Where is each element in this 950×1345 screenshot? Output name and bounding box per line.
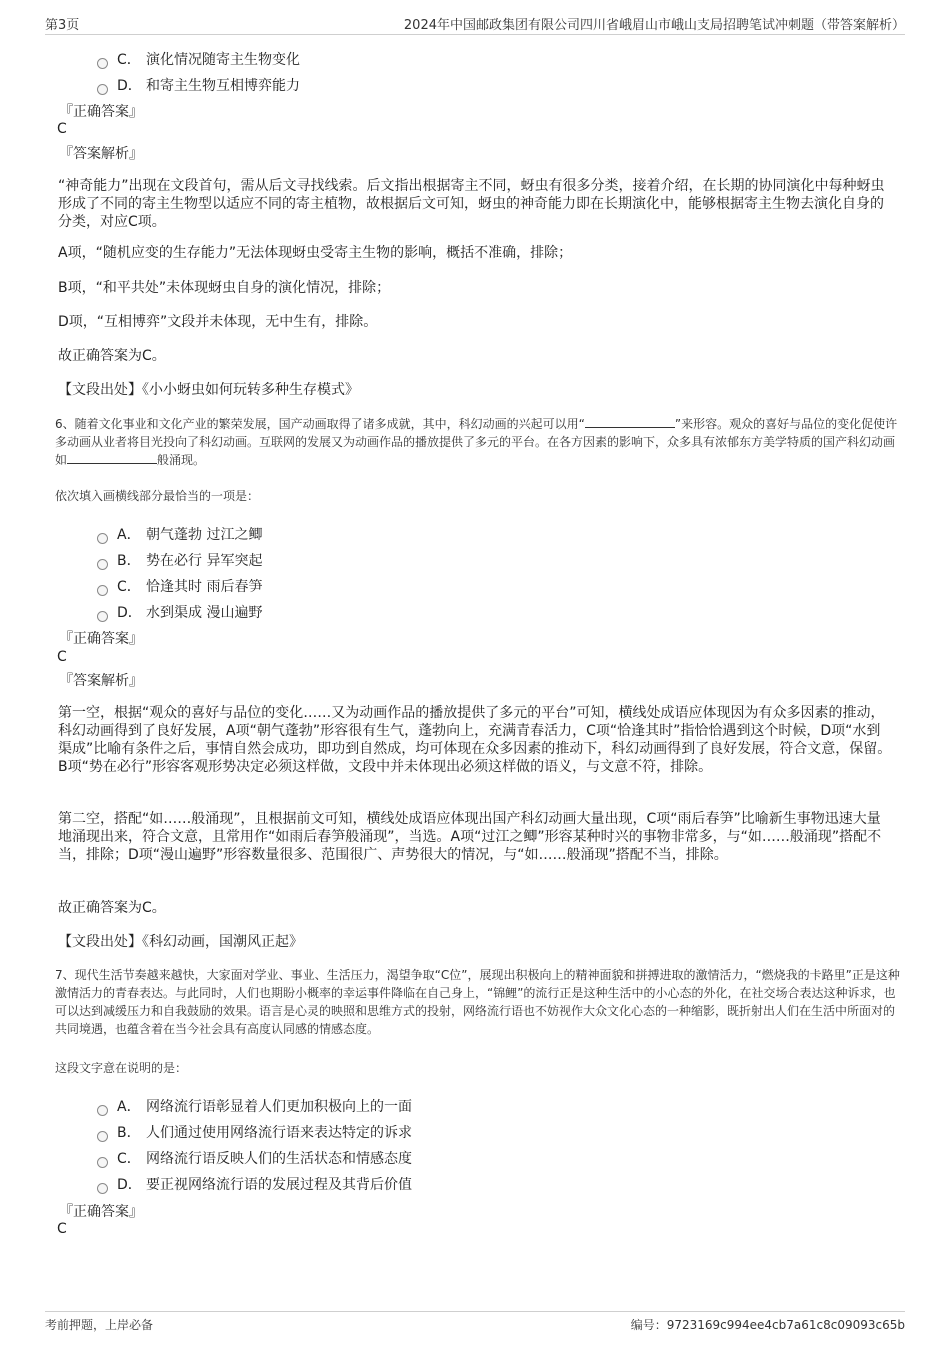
q7-prompt: 这段文字意在说明的是： (55, 1061, 188, 1075)
radio-q6-c[interactable] (97, 585, 108, 596)
radio-q6-b[interactable] (97, 559, 108, 570)
radio-q7-b[interactable] (97, 1131, 108, 1142)
footer-slogan: 考前押题，上岸必备 (45, 1318, 154, 1332)
q5-analysis-p4: D项，“互相博弈”文段并未体现，无中生有，排除。 (58, 314, 378, 330)
radio-q5-d[interactable] (97, 84, 108, 95)
blank-2 (67, 452, 157, 464)
radio-q7-a[interactable] (97, 1105, 108, 1116)
q6-prompt: 依次填入画横线部分最恰当的一项是： (55, 489, 260, 503)
q7-answer-label: 『正确答案』 (59, 1204, 143, 1220)
q5-answer: C (57, 121, 67, 137)
q6-answer: C (57, 649, 67, 665)
q7-option-d-letter: D． (117, 1177, 142, 1193)
radio-q6-d[interactable] (97, 611, 108, 622)
q7-option-a-text: 网络流行语彰显着人们更加积极向上的一面 (146, 1099, 412, 1115)
q7-option-b-letter: B． (117, 1125, 141, 1141)
q6-option-d-text: 水到渠成 漫山遍野 (146, 605, 263, 621)
q7-option-c-text: 网络流行语反映人们的生活状态和情感态度 (146, 1151, 412, 1167)
q6-option-c-letter: C． (117, 579, 141, 595)
page-header (45, 14, 905, 35)
page-number: 第3页 (45, 18, 80, 33)
q5-analysis-p3: B项，“和平共处”未体现蚜虫自身的演化情况，排除； (58, 280, 391, 296)
q6-option-b-text: 势在必行 异军突起 (146, 553, 263, 569)
q5-option-d-text: 和寄主生物互相博弈能力 (146, 78, 300, 94)
q7-option-c-letter: C． (117, 1151, 141, 1167)
q5-option-c-text: 演化情况随寄主生物变化 (146, 52, 300, 68)
q5-option-d-letter: D． (117, 78, 142, 94)
document-title: 2024年中国邮政集团有限公司四川省峨眉山市峨山支局招聘笔试冲刺题（带答案解析） (403, 18, 905, 33)
radio-q5-c[interactable] (97, 58, 108, 69)
q6-option-a-text: 朝气蓬勃 过江之鲫 (146, 527, 263, 543)
q7-answer: C (57, 1221, 67, 1237)
radio-q7-d[interactable] (97, 1183, 108, 1194)
q7-option-d-text: 要正视网络流行语的发展过程及其背后价值 (146, 1177, 412, 1193)
q5-analysis-p5: 故正确答案为C。 (58, 348, 166, 364)
radio-q7-c[interactable] (97, 1157, 108, 1168)
q7-option-a-letter: A． (117, 1099, 141, 1115)
q5-option-c-letter: C． (117, 52, 141, 68)
radio-q6-a[interactable] (97, 533, 108, 544)
q6-option-d-letter: D． (117, 605, 142, 621)
footer-id: 编号：9723169c994ee4cb7a61c8c09093c65b (630, 1318, 905, 1332)
q6-analysis-p1: 第一空，根据“观众的喜好与品位的变化……又为动画作品的播放提供了多元的平台”可知，横线处成语应体现因为有众多因素的推动，科幻动画得到了良好发展，A项“朝气蓬勃”形容很有生气，蓬勃向上，充满青春活力，C项“恰逢其时”指恰恰遇到这个时候，D项“水到渠成”比喻有条件之后，事情自然会成功，即功到自然成，均可体现在众多因素的推动下，科幻动画得到了良好发展，符合文意，保留。B项“势在必行”形容客观形势决定必须这样做，文段中并未体现出必须这样做的语义，与文意不符，排除。 (58, 705, 892, 775)
q6-option-a-letter: A． (117, 527, 141, 543)
q7-option-b-text: 人们通过使用网络流行语来表达特定的诉求 (146, 1125, 412, 1141)
q6-stem: 6、随着文化事业和文化产业的繁荣发展，国产动画取得了诸多成就，其中，科幻动画的兴起可以用“ ”来形容。观众的喜好与品位的变化促使许多动画从业者将目光投向了科幻动画。互联网的发展又为动画作品的播放提供了多元的平台。在各方因素的影响下，众多具有浓郁东方美学特质的国产科幻动画如 般涌现。 (55, 417, 898, 467)
q6-answer-label: 『正确答案』 (59, 631, 143, 647)
q6-source: 【文段出处】《科幻动画，国潮风正起》 (58, 934, 303, 950)
page-footer (45, 1311, 905, 1334)
q5-analysis-p2: A项，“随机应变的生存能力”无法体现蚜虫受寄主生物的影响，概括不准确，排除； (58, 245, 573, 261)
q5-source: 【文段出处】《小小蚜虫如何玩转多种生存模式》 (58, 382, 359, 398)
q6-analysis-label: 『答案解析』 (59, 673, 143, 689)
q6-analysis-p3: 故正确答案为C。 (58, 900, 166, 916)
q6-option-c-text: 恰逢其时 雨后春笋 (146, 579, 263, 595)
q5-answer-label: 『正确答案』 (59, 104, 143, 120)
q6-analysis-p2: 第二空，搭配“如……般涌现”，且根据前文可知，横线处成语应体现出国产科幻动画大量出现，C项“雨后春笋”比喻新生事物迅速大量地涌现出来，符合文意，且常用作“如雨后春笋般涌现”，当选。A项“过江之鲫”形容某种时兴的事物非常多，与“如……般涌现”搭配不当，排除；D项“漫山遍野”形容数量很多、范围很广、声势很大的情况，与“如……般涌现”搭配不当，排除。 (58, 811, 882, 863)
blank-1 (585, 416, 675, 428)
q5-analysis-label: 『答案解析』 (59, 146, 143, 162)
q5-analysis-p1: “神奇能力”出现在文段首句，需从后文寻找线索。后文指出根据寄主不同，蚜虫有很多分类，接着介绍，在长期的协同演化中每种蚜虫形成了不同的寄主生物型以适应不同的寄主植物，故根据后文可知，蚜虫的神奇能力即在长期演化中，能够根据寄主生物去演化自身的分类，对应C项。 (58, 178, 885, 230)
q7-stem: 7、现代生活节奏越来越快，大家面对学业、事业、生活压力，渴望争取“C位”，展现出积极向上的精神面貌和拼搏进取的激情活力，“燃烧我的卡路里”正是这种激情活力的青春表达。与此同时，人们也期盼小概率的幸运事件降临在自己身上，“锦鲤”的流行正是这种生活中的小心态的外化，在社交场合表达这种诉求，也可以达到减缓压力和自我鼓励的效果。语言是心灵的映照和思维方式的投射，网络流行语也不妨视作大众文化心态的一种缩影，既折射出人们在生活中所面对的共同境遇，也蕴含着在当今社会具有高度认同感的情感态度。 (55, 968, 900, 1036)
q6-option-b-letter: B． (117, 553, 141, 569)
